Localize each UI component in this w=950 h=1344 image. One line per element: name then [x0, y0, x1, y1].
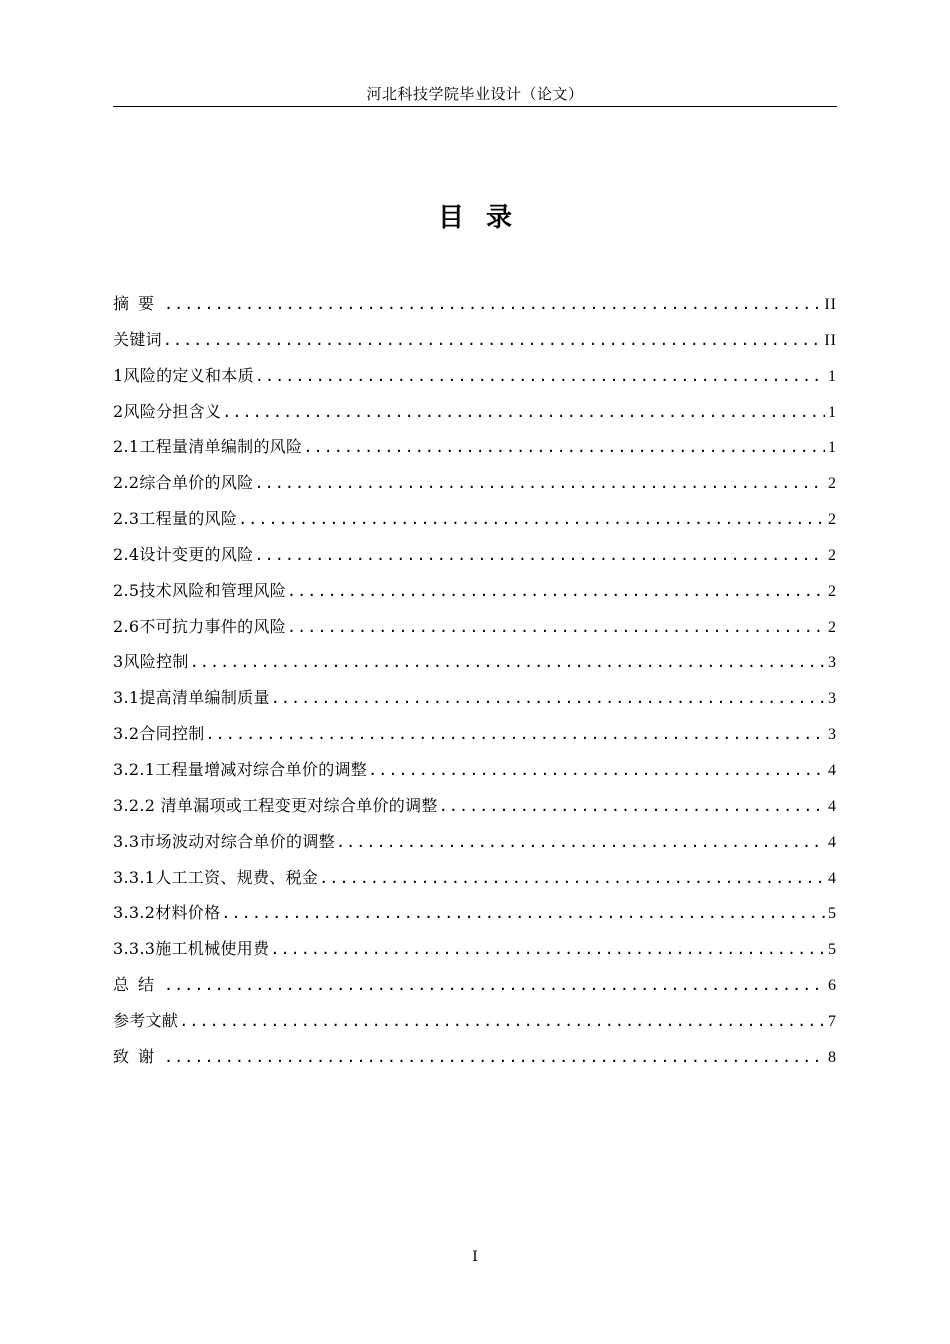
toc-entry-page: 2 [828, 618, 837, 636]
toc-entry-page: 6 [828, 977, 837, 995]
toc-entry-page: 1 [828, 403, 837, 421]
toc-entry-title: 参考文献 [113, 1010, 179, 1030]
toc-entry-title: 3.3市场波动对综合单价的调整 [113, 831, 335, 851]
toc-entry-page: 4 [828, 833, 837, 851]
toc-entry-page: 1 [828, 439, 837, 457]
toc-entry[interactable] [113, 469, 837, 505]
toc-entry[interactable] [113, 864, 837, 900]
toc-leader-dots [368, 756, 825, 784]
toc-leader-dots [287, 577, 825, 605]
toc-entry-title: 2.3工程量的风险 [113, 509, 238, 529]
toc-entry-page: 2 [828, 475, 837, 493]
toc-entry-page: II [824, 331, 837, 349]
page-number: I [472, 1249, 478, 1265]
toc-leader-dots [206, 720, 825, 748]
table-of-contents [113, 290, 837, 1079]
toc-entry-title: 1风险的定义和本质 [113, 365, 254, 385]
toc-leader-dots [164, 290, 821, 318]
toc-entry-title: 2.1工程量清单编制的风险 [113, 437, 303, 457]
toc-entry-page: 3 [828, 690, 837, 708]
toc-entry-page: 5 [828, 941, 837, 959]
toc-entry-title: 致谢 [113, 1046, 164, 1066]
toc-entry[interactable] [113, 541, 837, 577]
toc-entry[interactable] [113, 613, 837, 649]
toc-entry[interactable] [113, 648, 837, 684]
toc-entry-title: 2风险分担含义 [113, 401, 222, 421]
toc-entry[interactable] [113, 792, 837, 828]
toc-leader-dots [271, 684, 825, 712]
toc-entry[interactable] [113, 935, 837, 971]
toc-leader-dots [270, 935, 825, 963]
toc-leader-dots [319, 864, 825, 892]
toc-leader-dots [303, 433, 825, 461]
toc-entry-page: 4 [828, 761, 837, 779]
toc-entry[interactable] [113, 398, 837, 434]
toc-entry-page: 3 [828, 726, 837, 744]
toc-entry-title: 3.2.1工程量增减对综合单价的调整 [113, 759, 368, 779]
toc-leader-dots [254, 469, 825, 497]
toc-leader-dots [221, 899, 825, 927]
toc-leader-dots [179, 1007, 825, 1035]
toc-entry[interactable] [113, 828, 837, 864]
toc-entry-page: 5 [828, 905, 837, 923]
toc-entry-page: 2 [828, 511, 837, 529]
toc-entry[interactable] [113, 362, 837, 398]
toc-entry[interactable] [113, 684, 837, 720]
toc-entry[interactable] [113, 756, 837, 792]
toc-entry-page: 1 [828, 367, 837, 385]
toc-leader-dots [164, 971, 825, 999]
toc-leader-dots [439, 792, 825, 820]
toc-leader-dots [255, 362, 825, 390]
toc-entry[interactable] [113, 971, 837, 1007]
toc-leader-dots [254, 541, 825, 569]
toc-leader-dots [222, 398, 825, 426]
toc-entry[interactable] [113, 290, 837, 326]
toc-entry-page: 2 [828, 546, 837, 564]
toc-entry[interactable] [113, 433, 837, 469]
toc-entry[interactable] [113, 899, 837, 935]
toc-entry-title: 3.3.2材料价格 [113, 903, 221, 923]
toc-entry-page: 7 [828, 1012, 837, 1030]
toc-entry-page: 4 [828, 797, 837, 815]
toc-entry-title: 3.2.2 清单漏项或工程变更对综合单价的调整 [113, 795, 438, 815]
toc-entry-page: 4 [828, 869, 837, 887]
toc-leader-dots [287, 613, 825, 641]
toc-entry-title: 2.5技术风险和管理风险 [113, 580, 287, 600]
toc-entry-page: II [824, 296, 837, 313]
toc-entry-title: 3风险控制 [113, 652, 189, 672]
toc-title: 目录 [437, 203, 534, 233]
toc-entry[interactable] [113, 505, 837, 541]
toc-entry[interactable] [113, 1007, 837, 1043]
toc-entry[interactable] [113, 720, 837, 756]
toc-entry[interactable] [113, 577, 837, 613]
header-rule [113, 106, 837, 107]
toc-entry-title: 3.2合同控制 [113, 724, 205, 744]
toc-leader-dots [238, 505, 825, 533]
toc-entry-title: 2.2综合单价的风险 [113, 473, 254, 493]
toc-entry-title: 3.1提高清单编制质量 [113, 688, 270, 708]
toc-entry-title: 3.3.1人工工资、规费、税金 [113, 867, 319, 887]
toc-entry[interactable] [113, 326, 837, 362]
toc-entry-title: 关键词 [113, 329, 162, 349]
toc-leader-dots [190, 648, 825, 676]
toc-leader-dots [163, 326, 821, 354]
toc-leader-dots [336, 828, 825, 856]
toc-leader-dots [164, 1043, 825, 1071]
toc-entry-title: 2.4设计变更的风险 [113, 544, 254, 564]
toc-entry-title: 总结 [113, 975, 164, 995]
toc-entry-page: 8 [828, 1048, 837, 1066]
running-header: 河北科技学院毕业设计（论文） [366, 85, 584, 103]
toc-entry-title: 3.3.3施工机械使用费 [113, 939, 270, 959]
toc-entry-title: 2.6不可抗力事件的风险 [113, 616, 287, 636]
toc-entry-page: 2 [828, 582, 837, 600]
toc-entry[interactable] [113, 1043, 837, 1079]
toc-entry-title: 摘要 [113, 294, 164, 313]
toc-entry-page: 3 [828, 654, 837, 672]
